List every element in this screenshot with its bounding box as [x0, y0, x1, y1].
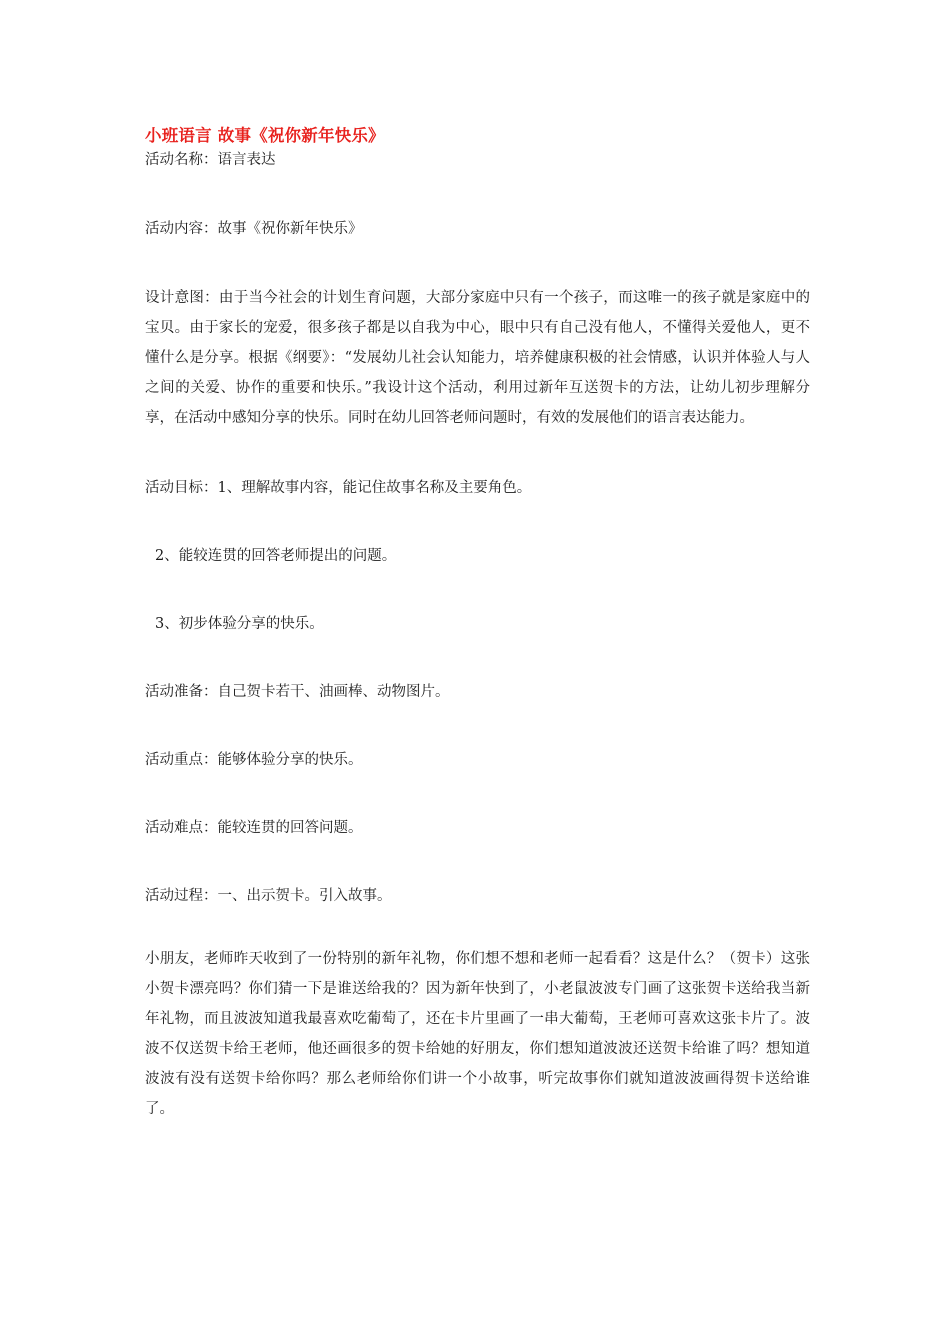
activity-process: 活动过程：一、出示贺卡。引入故事。: [145, 888, 392, 904]
design-intent-paragraph: 设计意图：由于当今社会的计划生育问题，大部分家庭中只有一个孩子，而这唯一的孩子就是家庭中的宝贝。由于家长的宠爱，很多孩子都是以自我为中心，眼中只有自己没有他人，不懂得关爱他人，更不懂什么是分享。根据《纲要》：“发展幼儿社会认知能力，培养健康积极的社会情感，认识并体验人与人之间的关爱、协作的重要和快乐。”我设计这个活动，利用过新年互送贺卡的方法，让幼儿初步理解分享，在活动中感知分享的快乐。同时在幼儿回答老师问题时，有效的发展他们的语言表达能力。: [145, 290, 810, 426]
activity-preparation: 活动准备：自己贺卡若干、油画棒、动物图片。: [145, 684, 450, 700]
document-title: 小班语言 故事《祝你新年快乐》: [145, 126, 385, 145]
activity-goal-2: 2、能较连贯的回答老师提出的问题。: [155, 548, 397, 564]
activity-name: 活动名称：语言表达: [145, 152, 276, 168]
activity-goal-1: 活动目标：1、理解故事内容，能记住故事名称及主要角色。: [145, 480, 532, 496]
activity-difficulty: 活动难点：能较连贯的回答问题。: [145, 820, 363, 836]
document-body: [145, 124, 810, 1124]
story-intro-paragraph: 小朋友，老师昨天收到了一份特别的新年礼物，你们想不想和老师一起看看？这是什么？（贺卡）这张小贺卡漂亮吗？你们猜一下是谁送给我的？因为新年快到了，小老鼠波波专门画了这张贺卡送给我当新年礼物，而且波波知道我最喜欢吃葡萄了，还在卡片里画了一串大葡萄，王老师可喜欢这张卡片了。波波不仅送贺卡给王老师，他还画很多的贺卡给她的好朋友，你们想知道波波还送贺卡给谁了吗？想知道波波有没有送贺卡给你吗？那么老师给你们讲一个小故事，听完故事你们就知道波波画得贺卡送给谁了。: [145, 951, 810, 1117]
activity-key-point: 活动重点：能够体验分享的快乐。: [145, 752, 363, 768]
activity-goal-3: 3、初步体验分享的快乐。: [155, 616, 324, 632]
activity-content: 活动内容：故事《祝你新年快乐》: [145, 221, 363, 237]
